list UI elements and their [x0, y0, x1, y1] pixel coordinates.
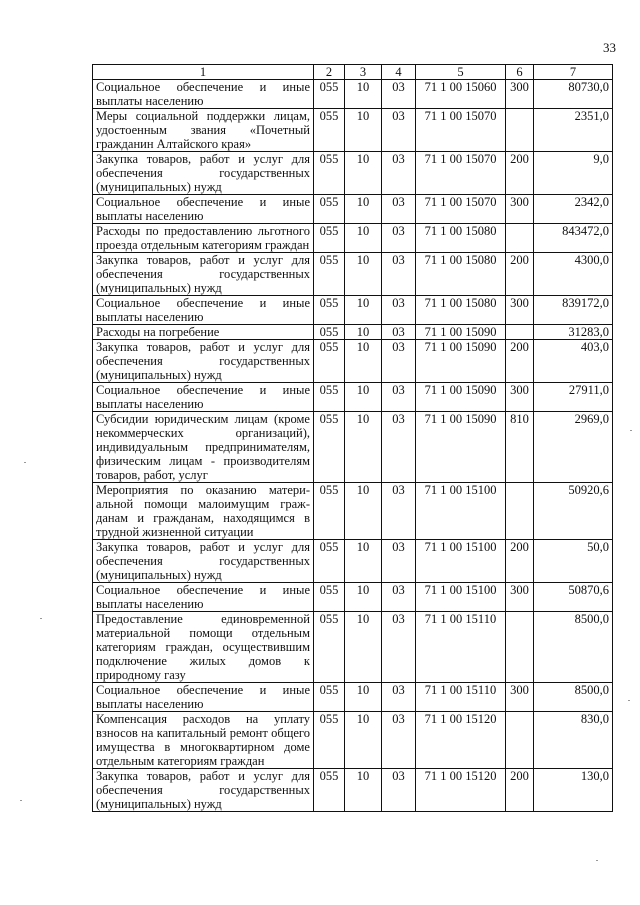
row-ministry-code: 055 [314, 483, 345, 540]
row-section-code: 10 [345, 296, 382, 325]
row-subsection-code: 03 [382, 296, 416, 325]
table-row [93, 224, 613, 253]
row-amount: 2351,0 [534, 109, 613, 152]
row-subsection-code: 03 [382, 412, 416, 483]
row-target-article-code: 71 1 00 15110 [416, 683, 506, 712]
row-target-article-code: 71 1 00 15100 [416, 540, 506, 583]
row-section-code: 10 [345, 583, 382, 612]
row-expense-type-code: 200 [506, 340, 534, 383]
row-section-code: 10 [345, 383, 382, 412]
row-subsection-code: 03 [382, 109, 416, 152]
row-amount: 50,0 [534, 540, 613, 583]
row-amount: 403,0 [534, 340, 613, 383]
scan-speck [20, 800, 22, 801]
row-expense-type-code: 300 [506, 80, 534, 109]
row-expense-type-code: 300 [506, 583, 534, 612]
row-section-code: 10 [345, 195, 382, 224]
table-row [93, 152, 613, 195]
header-col-2: 2 [314, 65, 345, 80]
row-description: Закупка товаров, работ и услуг для обеспечения государственных (муниципальных) нужд [93, 540, 314, 583]
row-subsection-code: 03 [382, 683, 416, 712]
row-ministry-code: 055 [314, 340, 345, 383]
row-amount: 830,0 [534, 712, 613, 769]
row-description: Компенсация расходов на уплату взносов на капитальный ремонт общего имущества в многоквартирном доме отдельным категориям граждан [93, 712, 314, 769]
row-target-article-code: 71 1 00 15090 [416, 412, 506, 483]
row-subsection-code: 03 [382, 224, 416, 253]
table-row [93, 80, 613, 109]
row-ministry-code: 055 [314, 80, 345, 109]
table-row [93, 109, 613, 152]
row-expense-type-code [506, 612, 534, 683]
row-subsection-code: 03 [382, 583, 416, 612]
row-section-code: 10 [345, 683, 382, 712]
row-description: Социальное обеспечение и иные выплаты населению [93, 296, 314, 325]
row-expense-type-code: 810 [506, 412, 534, 483]
table-row [93, 195, 613, 224]
row-description: Социальное обеспечение и иные выплаты населению [93, 383, 314, 412]
row-target-article-code: 71 1 00 15100 [416, 583, 506, 612]
row-ministry-code: 055 [314, 195, 345, 224]
row-subsection-code: 03 [382, 612, 416, 683]
header-col-3: 3 [345, 65, 382, 80]
scan-speck [40, 618, 42, 619]
row-subsection-code: 03 [382, 540, 416, 583]
table-row [93, 340, 613, 383]
table-row [93, 683, 613, 712]
table-row [93, 383, 613, 412]
row-description: Мероприятия по оказанию материальной помощи малоимущим гражданам и гражданам, находящимся в трудной жизненной ситуации [93, 483, 314, 540]
row-ministry-code: 055 [314, 296, 345, 325]
row-ministry-code: 055 [314, 412, 345, 483]
row-subsection-code: 03 [382, 152, 416, 195]
row-subsection-code: 03 [382, 383, 416, 412]
row-description: Закупка товаров, работ и услуг для обеспечения государственных (муниципальных) нужд [93, 152, 314, 195]
row-section-code: 10 [345, 612, 382, 683]
row-subsection-code: 03 [382, 769, 416, 812]
row-amount: 2342,0 [534, 195, 613, 224]
row-subsection-code: 03 [382, 483, 416, 540]
row-amount: 130,0 [534, 769, 613, 812]
table-row [93, 540, 613, 583]
row-description: Закупка товаров, работ и услуг для обеспечения государственных (муниципальных) нужд [93, 340, 314, 383]
row-section-code: 10 [345, 152, 382, 195]
row-expense-type-code [506, 325, 534, 340]
row-amount: 4300,0 [534, 253, 613, 296]
row-section-code: 10 [345, 712, 382, 769]
row-expense-type-code: 200 [506, 769, 534, 812]
row-expense-type-code [506, 712, 534, 769]
row-ministry-code: 055 [314, 325, 345, 340]
header-col-5: 5 [416, 65, 506, 80]
scan-speck [24, 462, 26, 463]
row-expense-type-code [506, 109, 534, 152]
row-subsection-code: 03 [382, 712, 416, 769]
row-subsection-code: 03 [382, 340, 416, 383]
row-target-article-code: 71 1 00 15070 [416, 195, 506, 224]
row-amount: 843472,0 [534, 224, 613, 253]
row-amount: 8500,0 [534, 683, 613, 712]
table-row [93, 296, 613, 325]
row-description: Закупка товаров, работ и услуг для обеспечения государственных (муниципальных) нужд [93, 253, 314, 296]
page-number: 33 [603, 40, 616, 55]
row-expense-type-code [506, 483, 534, 540]
row-description: Социальное обеспечение и иные выплаты населению [93, 195, 314, 224]
row-target-article-code: 71 1 00 15090 [416, 325, 506, 340]
table-row [93, 769, 613, 812]
row-target-article-code: 71 1 00 15110 [416, 612, 506, 683]
row-expense-type-code: 200 [506, 152, 534, 195]
table-row [93, 712, 613, 769]
row-section-code: 10 [345, 540, 382, 583]
row-expense-type-code [506, 224, 534, 253]
row-target-article-code: 71 1 00 15070 [416, 109, 506, 152]
row-section-code: 10 [345, 80, 382, 109]
row-target-article-code: 71 1 00 15080 [416, 296, 506, 325]
row-description: Предоставление единовременной материальной помощи отдельным категориям граждан, осуществившим подключение жилых домов к природному газу [93, 612, 314, 683]
table-row [93, 483, 613, 540]
table-row [93, 612, 613, 683]
row-amount: 27911,0 [534, 383, 613, 412]
row-description: Меры социальной поддержки лицам, удостоенным звания «Почетный гражданин Алтайского края» [93, 109, 314, 152]
row-target-article-code: 71 1 00 15090 [416, 340, 506, 383]
header-col-7: 7 [534, 65, 613, 80]
header-col-4: 4 [382, 65, 416, 80]
row-amount: 31283,0 [534, 325, 613, 340]
row-amount: 9,0 [534, 152, 613, 195]
row-ministry-code: 055 [314, 540, 345, 583]
row-ministry-code: 055 [314, 383, 345, 412]
row-target-article-code: 71 1 00 15080 [416, 253, 506, 296]
row-ministry-code: 055 [314, 712, 345, 769]
row-ministry-code: 055 [314, 683, 345, 712]
header-col-1: 1 [93, 65, 314, 80]
row-ministry-code: 055 [314, 152, 345, 195]
row-subsection-code: 03 [382, 195, 416, 224]
row-section-code: 10 [345, 340, 382, 383]
header-row [93, 65, 613, 80]
table-body [93, 80, 613, 812]
row-target-article-code: 71 1 00 15080 [416, 224, 506, 253]
row-ministry-code: 055 [314, 224, 345, 253]
row-expense-type-code: 300 [506, 383, 534, 412]
row-target-article-code: 71 1 00 15100 [416, 483, 506, 540]
row-amount: 2969,0 [534, 412, 613, 483]
row-description: Расходы на погребение [93, 325, 314, 340]
row-expense-type-code: 300 [506, 195, 534, 224]
row-amount: 839172,0 [534, 296, 613, 325]
row-target-article-code: 71 1 00 15070 [416, 152, 506, 195]
scan-speck [596, 860, 598, 861]
row-section-code: 10 [345, 412, 382, 483]
table-row [93, 325, 613, 340]
row-subsection-code: 03 [382, 325, 416, 340]
scan-speck [628, 700, 630, 701]
row-target-article-code: 71 1 00 15120 [416, 712, 506, 769]
row-section-code: 10 [345, 325, 382, 340]
row-subsection-code: 03 [382, 80, 416, 109]
row-section-code: 10 [345, 483, 382, 540]
row-description: Субсидии юридическим лицам (кроме некоммерческих организаций), индивидуальным предпринимателям, физическим лицам - производителям товаров, работ, услуг [93, 412, 314, 483]
row-section-code: 10 [345, 109, 382, 152]
row-description: Социальное обеспечение и иные выплаты населению [93, 80, 314, 109]
row-section-code: 10 [345, 769, 382, 812]
row-amount: 50870,6 [534, 583, 613, 612]
row-description: Расходы по предоставлению льготного проезда отдельным категориям граждан [93, 224, 314, 253]
budget-table [92, 64, 613, 812]
row-target-article-code: 71 1 00 15090 [416, 383, 506, 412]
row-description: Закупка товаров, работ и услуг для обеспечения государственных (муниципальных) нужд [93, 769, 314, 812]
row-expense-type-code: 300 [506, 683, 534, 712]
row-target-article-code: 71 1 00 15060 [416, 80, 506, 109]
table-row [93, 253, 613, 296]
row-amount: 50920,6 [534, 483, 613, 540]
row-section-code: 10 [345, 253, 382, 296]
row-expense-type-code: 200 [506, 540, 534, 583]
row-description: Социальное обеспечение и иные выплаты населению [93, 583, 314, 612]
row-ministry-code: 055 [314, 769, 345, 812]
row-amount: 80730,0 [534, 80, 613, 109]
row-expense-type-code: 300 [506, 296, 534, 325]
row-ministry-code: 055 [314, 612, 345, 683]
header-col-6: 6 [506, 65, 534, 80]
row-description: Социальное обеспечение и иные выплаты населению [93, 683, 314, 712]
row-ministry-code: 055 [314, 583, 345, 612]
row-ministry-code: 055 [314, 253, 345, 296]
scan-speck [630, 430, 632, 431]
table-row [93, 583, 613, 612]
table-row [93, 412, 613, 483]
row-section-code: 10 [345, 224, 382, 253]
row-target-article-code: 71 1 00 15120 [416, 769, 506, 812]
row-subsection-code: 03 [382, 253, 416, 296]
row-expense-type-code: 200 [506, 253, 534, 296]
row-ministry-code: 055 [314, 109, 345, 152]
row-amount: 8500,0 [534, 612, 613, 683]
